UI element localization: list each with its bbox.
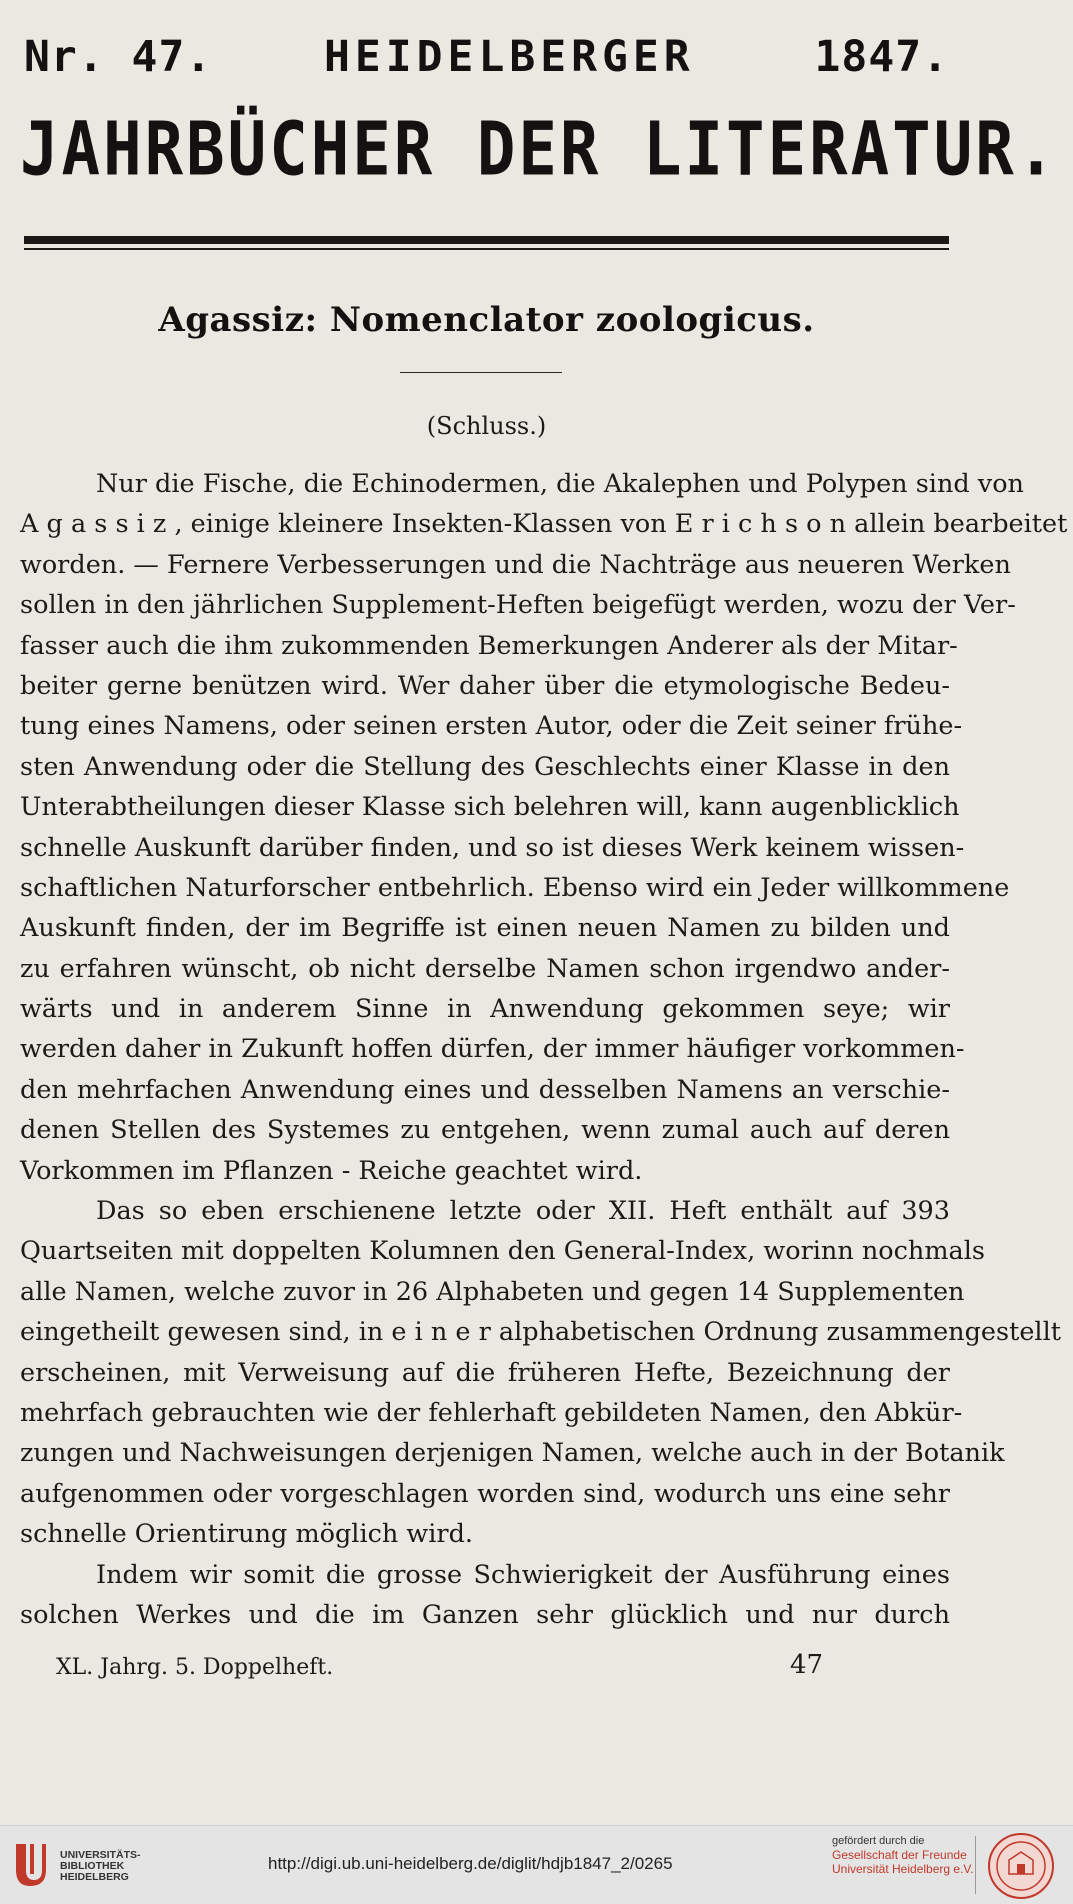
journal-name: HEIDELBERGER (324, 32, 695, 82)
issue-year: 1847. (814, 32, 949, 82)
title-rule-thin (24, 248, 949, 250)
page-number: 47 (790, 1650, 824, 1680)
sponsor-divider (975, 1836, 976, 1894)
text-line: Vorkommen im Pflanzen - Reiche geachtet wird. (20, 1155, 643, 1186)
sponsor-org: Gesellschaft der Freunde Universität Heidelberg e.V. (832, 1848, 974, 1876)
text-line: eingetheilt gewesen sind, in e i n e r alphabetischen Ordnung zusammengestellt (20, 1317, 1061, 1348)
permalink-url[interactable]: http://digi.ub.uni-heidelberg.de/diglit/hdjb1847_2/0265 (268, 1854, 673, 1873)
article-subheading: (Schluss.) (426, 412, 547, 440)
text-line: zungen und Nachweisungen derjenigen Namen, welche auch in der Botanik (20, 1438, 1005, 1469)
text-line: beiter gerne benützen wird. Wer daher über die etymologische Bedeu- (20, 670, 950, 701)
journal-title: JAHRBÜCHER DER LITERATUR. (20, 108, 1059, 194)
sponsor-label: gefördert durch die (832, 1835, 925, 1847)
page-signature: XL. Jahrg. 5. Doppelheft. (56, 1655, 334, 1680)
text-line: alle Namen, welche zuvor in 26 Alphabeten und gegen 14 Supplementen (20, 1276, 965, 1307)
viewer-footer-bar (0, 1825, 1073, 1904)
text-line: Indem wir somit die grosse Schwierigkeit der Ausführung eines (96, 1559, 950, 1590)
library-name: UNIVERSITÄTS- BIBLIOTHEK HEIDELBERG (60, 1849, 141, 1883)
text-line: Quartseiten mit doppelten Kolumnen den General-Index, worinn nochmals (20, 1236, 985, 1267)
university-seal-icon (987, 1832, 1055, 1900)
sponsor-block (832, 1834, 982, 1876)
library-logo-icon (10, 1840, 50, 1890)
text-line: A g a s s i z , einige kleinere Insekten-Klassen von E r i c h s o n allein bearbeitet (20, 509, 1068, 540)
text-line: denen Stellen des Systemes zu entgehen, wenn zumal auch auf deren (20, 1115, 950, 1146)
article-heading: Agassiz: Nomenclator zoologicus. (158, 300, 815, 340)
text-line: Unterabtheilungen dieser Klasse sich belehren will, kann augenblicklich (20, 792, 960, 823)
text-line: sten Anwendung oder die Stellung des Geschlechts einer Klasse in den (20, 751, 950, 782)
text-line: aufgenommen oder vorgeschlagen worden sind, wodurch uns eine sehr (20, 1478, 950, 1509)
text-line: schnelle Auskunft darüber finden, und so ist dieses Werk keinem wissen- (20, 832, 965, 863)
text-line: Das so eben erschienene letzte oder XII. Heft enthält auf 393 (96, 1196, 950, 1227)
text-line: sollen in den jährlichen Supplement-Heften beigefügt werden, wozu der Ver- (20, 590, 1016, 621)
text-line: schnelle Orientirung möglich wird. (20, 1519, 474, 1550)
text-line: den mehrfachen Anwendung eines und desselben Namens an verschie- (20, 1074, 950, 1105)
text-line: zu erfahren wünscht, ob nicht derselbe Namen schon irgendwo ander- (20, 953, 950, 984)
text-line: solchen Werkes und die im Ganzen sehr glücklich und nur durch (20, 1599, 950, 1630)
title-rule-thick (24, 236, 949, 244)
text-line: mehrfach gebrauchten wie der fehlerhaft gebildeten Namen, den Abkür- (20, 1397, 963, 1428)
text-line: Auskunft finden, der im Begriffe ist einen neuen Namen zu bilden und (20, 913, 950, 944)
text-line: Nur die Fische, die Echinodermen, die Akalephen und Polypen sind von (96, 469, 1024, 499)
article-body (20, 464, 1068, 1635)
heading-divider (400, 372, 562, 373)
text-line: werden daher in Zukunft hoffen dürfen, der immer häufiger vorkommen- (20, 1034, 965, 1065)
text-line: schaftlichen Naturforscher entbehrlich. Ebenso wird ein Jeder willkommene (20, 872, 1010, 903)
text-line: erscheinen, mit Verweisung auf die früheren Hefte, Bezeichnung der (20, 1357, 950, 1388)
masthead (24, 32, 949, 92)
text-line: tung eines Namens, oder seinen ersten Autor, oder die Zeit seiner frühe- (20, 711, 963, 742)
text-line: fasser auch die ihm zukommenden Bemerkungen Anderer als der Mitar- (20, 630, 958, 661)
text-line: wärts und in anderem Sinne in Anwendung gekommen seye; wir (20, 994, 950, 1025)
text-line: worden. — Fernere Verbesserungen und die Nachträge aus neueren Werken (20, 549, 1011, 580)
issue-number: Nr. 47. (24, 32, 213, 82)
